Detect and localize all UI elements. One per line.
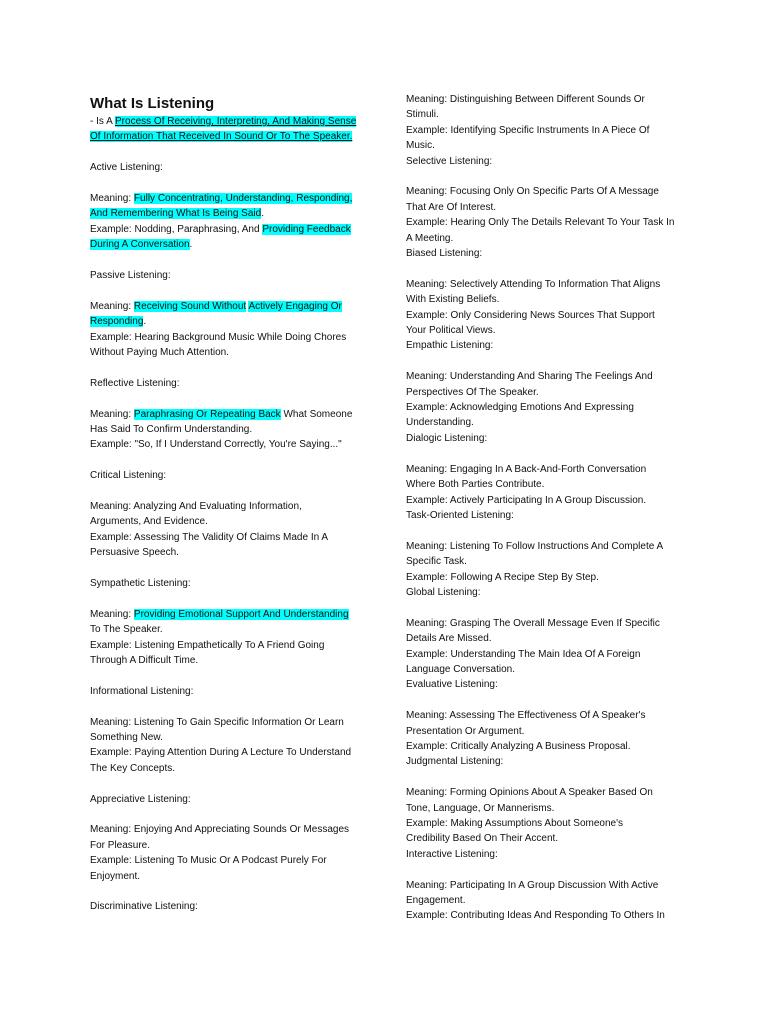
- selective-heading: Selective Listening:: [406, 155, 493, 167]
- passive-meaning-highlight-3: Responding: [90, 316, 144, 328]
- discriminative-meaning-line-1: Meaning: Distinguishing Between Different Sounds Or: [406, 94, 645, 105]
- active-meaning-line-2: [90, 206, 372, 221]
- biased-meaning-line-1: Meaning: Selectively Attending To Information That Aligns: [406, 278, 661, 290]
- evaluative-heading: Evaluative Listening:: [406, 679, 498, 691]
- meaning-label: Meaning:: [90, 193, 134, 204]
- dialogic-example: Example: Actively Participating In A Group Discussion.: [406, 494, 647, 506]
- selective-example-line-2: A Meeting.: [406, 232, 454, 244]
- biased-heading: Biased Listening:: [406, 248, 483, 260]
- passive-meaning-line-1: [90, 299, 372, 314]
- interactive-example: Example: Contributing Ideas And Responding To Others In: [406, 910, 665, 922]
- informational-meaning-line-1: Meaning: Listening To Gain Specific Information Or Learn: [90, 716, 344, 728]
- biased-example-line-1: Example: Only Considering News Sources That Support: [406, 309, 655, 321]
- empathic-meaning-line-2: Perspectives Of The Speaker.: [406, 386, 539, 398]
- informational-meaning-line-2: Something New.: [90, 732, 163, 744]
- meaning-label: Meaning:: [90, 408, 134, 420]
- empathic-example-line-1: Example: Acknowledging Emotions And Expressing: [406, 402, 634, 414]
- active-example-highlight-2: During A Conversation: [90, 239, 190, 251]
- active-heading: Active Listening:: [90, 162, 163, 174]
- global-meaning-line-1: Meaning: Grasping The Overall Message Even If Specific: [406, 617, 660, 629]
- sympathetic-meaning-highlight: Providing Emotional Support And Understanding: [133, 608, 349, 620]
- active-example-highlight-1: Providing Feedback: [262, 223, 351, 235]
- task-meaning-line-1: Meaning: Listening To Follow Instructions And Complete A: [406, 540, 664, 552]
- left-column: [90, 94, 372, 915]
- critical-example-line-1: Example: Assessing The Validity Of Claims Made In A: [90, 531, 329, 543]
- page-title: What Is Listening: [90, 95, 215, 112]
- judgmental-meaning-line-1: Meaning: Forming Opinions About A Speaker Based On: [406, 787, 653, 799]
- biased-meaning-line-2: With Existing Beliefs.: [406, 294, 500, 306]
- dialogic-meaning-line-2: Where Both Parties Contribute.: [406, 479, 545, 491]
- meaning-label: Meaning:: [90, 300, 134, 312]
- critical-meaning-line-1: Meaning: Analyzing And Evaluating Information,: [90, 501, 302, 513]
- active-meaning-line-1: [90, 191, 372, 206]
- passive-meaning-highlight-1: Receiving Sound Without: [133, 300, 247, 312]
- critical-meaning-line-2: Arguments, And Evidence.: [90, 516, 208, 528]
- global-meaning-line-2: Details Are Missed.: [406, 633, 492, 645]
- informational-example-line-1: Example: Paying Attention During A Lecture To Understand: [90, 747, 352, 759]
- intro-highlight-1: Process Of Receiving, Interpreting, And Making Sense: [115, 116, 357, 127]
- judgmental-example-line-1: Example: Making Assumptions About Someone's: [406, 817, 624, 829]
- evaluative-meaning-line-1: Meaning: Assessing The Effectiveness Of A Speaker's: [406, 710, 646, 722]
- task-meaning-line-2: Specific Task.: [406, 556, 467, 568]
- evaluative-example: Example: Critically Analyzing A Business Proposal.: [406, 740, 631, 752]
- passive-example-line-1: Example: Hearing Background Music While Doing Chores: [90, 331, 347, 343]
- passive-heading: Passive Listening:: [90, 270, 171, 282]
- critical-example-line-2: Persuasive Speech.: [90, 547, 179, 559]
- intro-line-1: [90, 114, 372, 129]
- informational-heading: Informational Listening:: [90, 685, 194, 697]
- task-heading: Task-Oriented Listening:: [406, 509, 514, 521]
- discriminative-example-line-2: Music.: [406, 140, 435, 152]
- intro-highlight-2: Of Information That Received In Sound Or To The Speaker.: [90, 131, 353, 143]
- judgmental-meaning-line-2: Tone, Language, Or Mannerisms.: [406, 802, 555, 814]
- reflective-example: Example: "So, If I Understand Correctly, You're Saying...": [90, 439, 342, 451]
- active-example-line-1: [90, 222, 372, 237]
- discriminative-heading: Discriminative Listening:: [90, 901, 198, 913]
- reflective-heading: Reflective Listening:: [90, 377, 180, 389]
- informational-example-line-2: The Key Concepts.: [90, 762, 176, 774]
- evaluative-meaning-line-2: Presentation Or Argument.: [406, 725, 525, 737]
- global-example-line-1: Example: Understanding The Main Idea Of A Foreign: [406, 648, 641, 660]
- interactive-heading: Interactive Listening:: [406, 848, 498, 860]
- appreciative-meaning-line-2: For Pleasure.: [90, 839, 151, 851]
- meaning-label: Meaning:: [90, 608, 134, 620]
- biased-example-line-2: Your Political Views.: [406, 325, 496, 337]
- sympathetic-meaning-line-1: [90, 607, 372, 622]
- passive-meaning-line-2: [90, 314, 372, 329]
- dialogic-heading: Dialogic Listening:: [406, 432, 488, 444]
- dialogic-meaning-line-1: Meaning: Engaging In A Back-And-Forth Conversation: [406, 463, 647, 475]
- judgmental-heading: Judgmental Listening:: [406, 756, 504, 768]
- critical-heading: Critical Listening:: [90, 470, 167, 482]
- active-example-line-2: [90, 237, 372, 252]
- reflective-meaning-rest: What Someone: [280, 408, 353, 420]
- sympathetic-example-line-2: Through A Difficult Time.: [90, 655, 199, 667]
- appreciative-meaning-line-1: Meaning: Enjoying And Appreciating Sounds Or Messages: [90, 824, 350, 836]
- period: .: [261, 208, 264, 220]
- empathic-heading: Empathic Listening:: [406, 340, 494, 352]
- passive-example-line-2: Without Paying Much Attention.: [90, 347, 229, 359]
- interactive-meaning-line-1: Meaning: Participating In A Group Discussion With Active: [406, 879, 659, 891]
- sympathetic-example-line-1: Example: Listening Empathetically To A Friend Going: [90, 639, 325, 651]
- selective-example-line-1: Example: Hearing Only The Details Relevant To Your Task In: [406, 217, 675, 229]
- reflective-meaning-line-2: Has Said To Confirm Understanding.: [90, 424, 253, 436]
- reflective-meaning-line-1: [90, 407, 372, 422]
- judgmental-example-line-2: Credibility Based On Their Accent.: [406, 833, 559, 845]
- sympathetic-heading: Sympathetic Listening:: [90, 578, 191, 590]
- global-example-line-2: Language Conversation.: [406, 663, 515, 675]
- intro-prefix: - Is A: [90, 116, 116, 127]
- discriminative-meaning-line-2: Stimuli.: [406, 109, 439, 121]
- active-meaning-highlight-2: And Remembering What Is Being Said: [90, 208, 262, 220]
- empathic-meaning-line-1: Meaning: Understanding And Sharing The Feelings And: [406, 371, 653, 383]
- selective-meaning-line-2: That Are Of Interest.: [406, 201, 497, 213]
- appreciative-example-line-2: Enjoyment.: [90, 870, 141, 882]
- active-meaning-highlight-1: Fully Concentrating, Understanding, Responding,: [133, 193, 353, 204]
- appreciative-heading: Appreciative Listening:: [90, 793, 191, 805]
- appreciative-example-line-1: Example: Listening To Music Or A Podcast Purely For: [90, 855, 327, 867]
- passive-meaning-highlight-2: Actively Engaging Or: [248, 300, 342, 312]
- sympathetic-meaning-line-2: To The Speaker.: [90, 624, 163, 636]
- active-example-text: Example: Nodding, Paraphrasing, And: [90, 223, 263, 235]
- interactive-meaning-line-2: Engagement.: [406, 894, 466, 906]
- period: .: [143, 316, 147, 328]
- right-column: [406, 92, 678, 924]
- empathic-example-line-2: Understanding.: [406, 417, 474, 429]
- global-heading: Global Listening:: [406, 586, 481, 598]
- selective-meaning-line-1: Meaning: Focusing Only On Specific Parts Of A Message: [406, 186, 659, 198]
- reflective-meaning-highlight: Paraphrasing Or Repeating Back: [133, 408, 281, 420]
- task-example: Example: Following A Recipe Step By Step.: [406, 571, 599, 583]
- period: .: [189, 239, 193, 251]
- discriminative-example-line-1: Example: Identifying Specific Instruments In A Piece Of: [406, 124, 650, 136]
- intro-line-2: [90, 129, 372, 144]
